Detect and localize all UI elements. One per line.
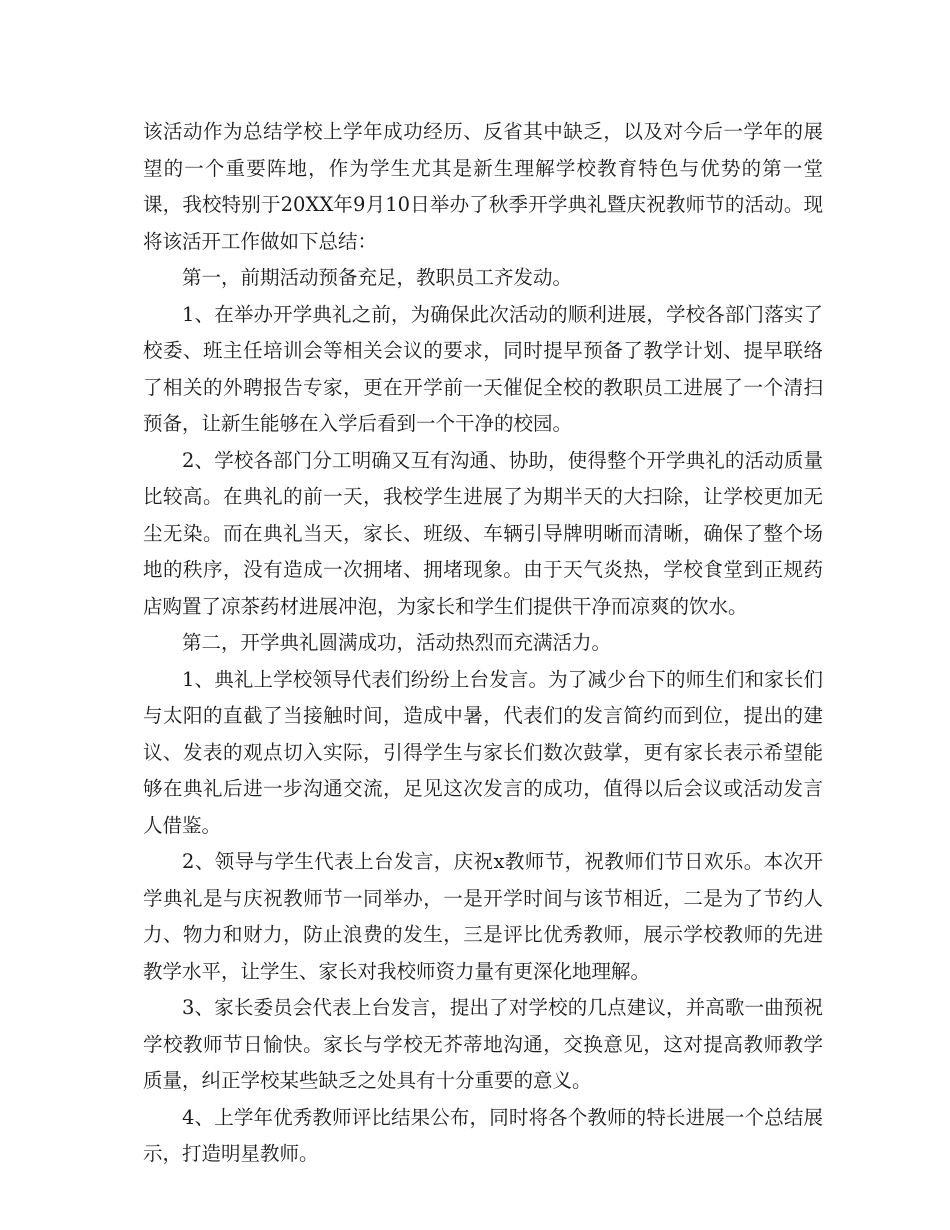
paragraph-first-item-2: 2、学校各部门分工明确又互有沟通、协助，使得整个开学典礼的活动质量比较高。在典礼的前一天，我校学生进展了为期半天的大扫除，让学校更加无尘无染。而在典礼当天，家长、班级、车辆引导牌明晰而清晰，确保了整个场地的秩序，没有造成一次拥堵、拥堵现象。由于天气炎热，学校食堂到正规药店购置了凉茶药材进展冲泡，为家长和学生们提供干净而凉爽的饮水。: [143, 448, 823, 618]
paragraph-intro: 该活动作为总结学校上学年成功经历、反省其中缺乏，以及对今后一学年的展望的一个重要阵地，作为学生尤其是新生理解学校教育特色与优势的第一堂课，我校特别于20XX年9月10日举办了秋季开学典礼暨庆祝教师节的活动。现将该活开工作做如下总结：: [143, 120, 823, 253]
section-heading-first: 第一，前期活动预备充足，教职员工齐发动。: [182, 266, 573, 289]
section-heading-second: 第二，开学典礼圆满成功，活动热烈而充满活力。: [182, 631, 612, 654]
paragraph-second-item-1: 1、典礼上学校领导代表们纷纷上台发言。为了减少台下的师生们和家长们与太阳的直截了当接触时间，造成中暑，代表们的发言简约而到位，提出的建议、发表的观点切入实际，引得学生与家长们数次鼓掌，更有家长表示希望能够在典礼后进一步沟通交流，足见这次发言的成功，值得以后会议或活动发言人借鉴。: [143, 667, 823, 837]
paragraph-second-item-2: 2、领导与学生代表上台发言，庆祝x教师节，祝教师们节日欢乐。本次开学典礼是与庆祝教师节一同举办，一是开学时间与该节相近，二是为了节约人力、物力和财力，防止浪费的发生，三是评比优秀教师，展示学校教师的先进教学水平，让学生、家长对我校师资力量有更深化地理解。: [143, 850, 823, 983]
document-body: [143, 114, 823, 1173]
paragraph-second-item-4: 4、上学年优秀教师评比结果公布，同时将各个教师的特长进展一个总结展示，打造明星教师。: [143, 1105, 823, 1165]
paragraph-second-item-3: 3、家长委员会代表上台发言，提出了对学校的几点建议，并高歌一曲预祝学校教师节日愉快。家长与学校无芥蒂地沟通，交换意见，这对提高教师教学质量，纠正学校某些缺乏之处具有十分重要的意义。: [143, 996, 823, 1092]
paragraph-first-item-1: 1、在举办开学典礼之前，为确保此次活动的顺利进展，学校各部门落实了校委、班主任培训会等相关会议的要求，同时提早预备了教学计划、提早联络了相关的外聘报告专家，更在开学前一天催促全校的教职员工进展了一个清扫预备，让新生能够在入学后看到一个干净的校园。: [143, 302, 823, 435]
